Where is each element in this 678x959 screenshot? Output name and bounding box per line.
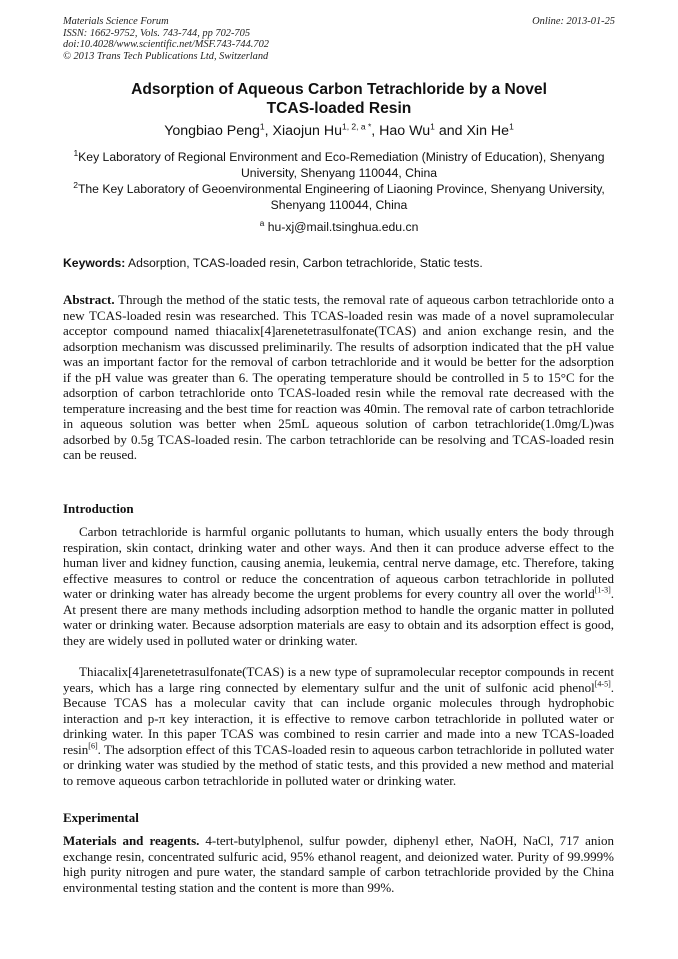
issn-line: ISSN: 1662-9752, Vols. 743-744, pp 702-705: [63, 27, 251, 39]
email-mark: a: [259, 217, 265, 228]
author-name: Hao Wu: [379, 123, 431, 139]
abstract-text: Through the method of the static tests, the removal rate of aqueous carbon tetrachloride onto a new TCAS-loaded resin was researched. This TCAS-loaded resin was made of a novel supramolecular acceptor compound named thiacalix[4]arenetetrasulfonate(TCAS) and anion exchange resin, and the adsorption mechanism was discussed preliminarily. The results of adsorption indicated that the pH value was an important factor for the removal of carbon tetrachloride and it would be better for the adsorption if the pH value was greater than 6. The operating temperature should be controlled in 5 to 15°C for the adsorption of carbon tetrachloride onto TCAS-loaded resin while the removal rate decreased with the temperature increasing and the best time for reaction was 40min. The removal rate of carbon tetrachloride in aqueous solution was better when 25mL aqueous solution of carbon tetrachloride(1.0mg/L)was adsorbed by 0.5g TCAS-loaded resin. The carbon tetrachloride can be resolving and TCAS-loaded resin can be reused.: [63, 292, 614, 462]
author-affiliation-mark: 1: [430, 121, 435, 132]
journal-name: Materials Science Forum: [63, 16, 169, 27]
copyright-line: © 2013 Trans Tech Publications Ltd, Switzerland: [63, 50, 269, 62]
author-list: [63, 122, 615, 140]
keywords: [63, 256, 623, 271]
author-name: Xiaojun Hu: [272, 123, 342, 139]
author-name: Xin He: [466, 123, 510, 139]
paper-title: [63, 81, 615, 118]
intro-text: Carbon tetrachloride is harmful organic pollutants to human, which usually enters the body through respiration, skin contact, drinking water and other ways. And then it can produce adverse effect to the human liver and kidney function, causing anemia, leukemia, central nerve damage, etc. Therefore, taking effective measures to control or reduce the concentration of aqueous carbon tetrachloride in polluted water or drinking water has already become the urgent problems for every country all over the world: [63, 524, 614, 601]
keywords-text: Adsorption, TCAS-loaded resin, Carbon tetrachloride, Static tests.: [128, 256, 483, 270]
materials-paragraph: [63, 833, 614, 895]
title-line-2: TCAS-loaded Resin: [266, 99, 412, 117]
introduction-paragraph-2: [63, 664, 614, 788]
intro-text: . At present there are many methods including adsorption method to handle the organic matter in polluted water or drinking water. Because adsorption materials are easy to obtain and its adsorption effect is good, they are widely used in polluted water or drinking water.: [63, 586, 614, 648]
introduction-heading: Introduction: [63, 501, 134, 516]
affiliation-2: [63, 179, 615, 213]
materials-text: 4-tert-butylphenol, sulfur powder, diphenyl ether, NaOH, NaCl, 717 anion exchange resin, concentrated sulfuric acid, 95% ethanol reagent, and deionized water. Purity of 99.999% high purity nitrogen and pure water, the standard sample of carbon tetrachloride provided by the China environmental testing station and the content is more than 99%.: [63, 833, 615, 895]
intro-text: . The adsorption effect of this TCAS-loaded resin to aqueous carbon tetrachloride in polluted water or drinking water was studied by the method of static tests, and this provided a new method and material to remove aqueous carbon tetrachloride in polluted water or drinking water.: [63, 741, 614, 788]
title-line-1: Adsorption of Aqueous Carbon Tetrachloride by a Novel: [131, 81, 547, 98]
author-separator: ,: [371, 123, 380, 139]
journal-header: [63, 16, 269, 62]
affiliation-mark: 2: [73, 179, 78, 190]
abstract: [63, 292, 614, 463]
citation[interactable]: [1-3]: [594, 585, 611, 595]
introduction-paragraph-1: [63, 524, 614, 648]
affiliation-mark: 1: [73, 147, 79, 158]
abstract-label: Abstract.: [63, 292, 115, 307]
citation[interactable]: [6]: [88, 741, 98, 751]
citation[interactable]: [4-5]: [594, 679, 611, 689]
affiliation-text: The Key Laboratory of Geoenvironmental Engineering of Liaoning Province, Shenyang University, Shenyang 110044, China: [77, 182, 605, 212]
intro-text: Thiacalix[4]arenetetrasulfonate(TCAS) is a new type of supramolecular receptor compounds in recent years, which has a large ring connected by elementary sulfur and the unit of sulfonic acid phenol: [63, 664, 614, 695]
author-affiliation-mark: 1: [259, 121, 265, 132]
affiliation-1: [63, 147, 615, 181]
intro-text: . Because TCAS has a molecular cavity that can include organic molecules through hydrophobic interaction and p-π key interaction, it is effective to remove carbon tetrachloride in polluted water or drinking water. In this paper TCAS was combined to resin carrier and made into a new TCAS-loaded resin: [63, 679, 614, 757]
online-date: Online: 2013-01-25: [532, 16, 615, 27]
corresponding-email: [63, 217, 615, 235]
author-separator: ,: [264, 123, 273, 139]
author-name: Yongbiao Peng: [164, 123, 260, 139]
author-affiliation-mark: 1, 2, a *: [341, 121, 372, 132]
materials-label: Materials and reagents.: [63, 833, 200, 848]
email-address[interactable]: hu-xj@mail.tsinghua.edu.cn: [267, 220, 419, 234]
doi-line[interactable]: doi:10.4028/www.scientific.net/MSF.743-744.702: [63, 39, 269, 51]
keywords-label: Keywords:: [63, 256, 126, 270]
author-separator: and: [434, 123, 467, 139]
experimental-heading: Experimental: [63, 810, 139, 825]
author-affiliation-mark: 1: [509, 121, 514, 132]
affiliation-text: Key Laboratory of Regional Environment and Eco-Remediation (Ministry of Education), Shenyang University, Shenyang 110044, China: [78, 150, 605, 180]
